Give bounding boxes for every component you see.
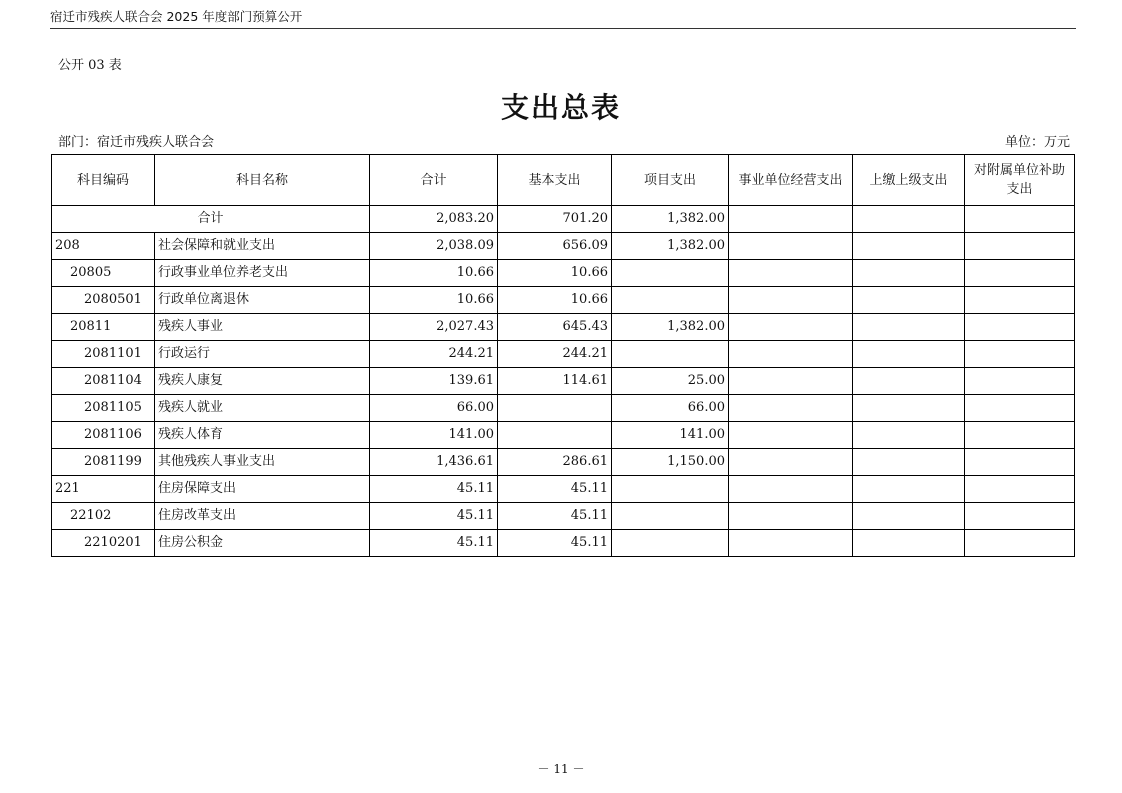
code-cell: 2081101 (52, 341, 155, 368)
basic-cell: 10.66 (498, 260, 612, 287)
total-label: 合计 (52, 206, 370, 233)
project-cell (612, 260, 729, 287)
project-cell: 1,382.00 (612, 314, 729, 341)
total-cell: 1,436.61 (370, 449, 498, 476)
name-cell: 住房保障支出 (155, 476, 370, 503)
code-cell: 221 (52, 476, 155, 503)
total-cell: 66.00 (370, 395, 498, 422)
business-cell (729, 503, 853, 530)
total-cell: 2,038.09 (370, 233, 498, 260)
subsidy-cell (965, 260, 1075, 287)
code-cell: 2081106 (52, 422, 155, 449)
total-cell: 2,083.20 (370, 206, 498, 233)
department-label: 部门：宿迁市残疾人联合会 (58, 135, 215, 150)
page-number: － 11 － (537, 762, 585, 776)
total-cell: 45.11 (370, 503, 498, 530)
code-cell: 2081199 (52, 449, 155, 476)
upper-cell (853, 287, 965, 314)
subsidy-cell (965, 341, 1075, 368)
table-row (52, 233, 1075, 260)
code-cell: 22102 (52, 503, 155, 530)
total-cell: 45.11 (370, 530, 498, 557)
table-row (52, 368, 1075, 395)
business-cell (729, 260, 853, 287)
basic-cell: 114.61 (498, 368, 612, 395)
upper-cell (853, 395, 965, 422)
business-cell (729, 341, 853, 368)
code-cell: 2081104 (52, 368, 155, 395)
basic-cell: 701.20 (498, 206, 612, 233)
basic-cell: 656.09 (498, 233, 612, 260)
total-cell: 139.61 (370, 368, 498, 395)
upper-cell (853, 233, 965, 260)
subsidy-cell (965, 287, 1075, 314)
table-row (52, 314, 1075, 341)
project-cell: 1,382.00 (612, 233, 729, 260)
code-cell: 2081105 (52, 395, 155, 422)
code-cell: 2210201 (52, 530, 155, 557)
col-header-project: 项目支出 (612, 155, 729, 206)
upper-cell (853, 260, 965, 287)
code-cell: 20811 (52, 314, 155, 341)
name-cell: 住房公积金 (155, 530, 370, 557)
name-cell: 残疾人就业 (155, 395, 370, 422)
project-cell: 1,382.00 (612, 206, 729, 233)
name-cell: 行政单位离退休 (155, 287, 370, 314)
project-cell (612, 503, 729, 530)
table-row (52, 449, 1075, 476)
business-cell (729, 206, 853, 233)
basic-cell: 645.43 (498, 314, 612, 341)
upper-cell (853, 449, 965, 476)
upper-cell (853, 368, 965, 395)
name-cell: 住房改革支出 (155, 503, 370, 530)
business-cell (729, 368, 853, 395)
col-header-total: 合计 (370, 155, 498, 206)
col-header-subsidy: 对附属单位补助支出 (965, 155, 1075, 206)
basic-cell (498, 395, 612, 422)
code-cell: 20805 (52, 260, 155, 287)
upper-cell (853, 503, 965, 530)
basic-cell: 286.61 (498, 449, 612, 476)
business-cell (729, 530, 853, 557)
name-cell: 残疾人事业 (155, 314, 370, 341)
unit-label: 单位：万元 (1004, 135, 1070, 150)
upper-cell (853, 530, 965, 557)
basic-cell: 244.21 (498, 341, 612, 368)
name-cell: 社会保障和就业支出 (155, 233, 370, 260)
basic-cell: 45.11 (498, 476, 612, 503)
subsidy-cell (965, 368, 1075, 395)
subsidy-cell (965, 422, 1075, 449)
name-cell: 残疾人体育 (155, 422, 370, 449)
project-cell (612, 287, 729, 314)
table-row (52, 395, 1075, 422)
total-cell: 2,027.43 (370, 314, 498, 341)
table-row (52, 260, 1075, 287)
table-row (52, 503, 1075, 530)
total-cell: 45.11 (370, 476, 498, 503)
total-cell: 244.21 (370, 341, 498, 368)
table-row (52, 530, 1075, 557)
code-cell: 208 (52, 233, 155, 260)
running-header: 宿迁市残疾人联合会 2025 年度部门预算公开 (50, 9, 1076, 29)
subsidy-cell (965, 206, 1075, 233)
basic-cell: 45.11 (498, 503, 612, 530)
business-cell (729, 476, 853, 503)
basic-cell: 10.66 (498, 287, 612, 314)
col-header-upper: 上缴上级支出 (853, 155, 965, 206)
subsidy-cell (965, 314, 1075, 341)
code-cell: 2080501 (52, 287, 155, 314)
col-header-name: 科目名称 (155, 155, 370, 206)
subsidy-cell (965, 449, 1075, 476)
subsidy-cell (965, 503, 1075, 530)
project-cell: 141.00 (612, 422, 729, 449)
table-row (52, 422, 1075, 449)
name-cell: 行政运行 (155, 341, 370, 368)
total-cell: 141.00 (370, 422, 498, 449)
name-cell: 残疾人康复 (155, 368, 370, 395)
upper-cell (853, 422, 965, 449)
project-cell: 1,150.00 (612, 449, 729, 476)
total-cell: 10.66 (370, 260, 498, 287)
col-header-business: 事业单位经营支出 (729, 155, 853, 206)
col-header-basic: 基本支出 (498, 155, 612, 206)
name-cell: 其他残疾人事业支出 (155, 449, 370, 476)
upper-cell (853, 314, 965, 341)
project-cell: 25.00 (612, 368, 729, 395)
subsidy-cell (965, 233, 1075, 260)
subsidy-cell (965, 395, 1075, 422)
table-row (52, 476, 1075, 503)
table-row (52, 341, 1075, 368)
upper-cell (853, 206, 965, 233)
upper-cell (853, 341, 965, 368)
business-cell (729, 233, 853, 260)
basic-cell (498, 422, 612, 449)
project-cell (612, 476, 729, 503)
business-cell (729, 449, 853, 476)
expenditure-table (51, 154, 1075, 557)
project-cell: 66.00 (612, 395, 729, 422)
total-cell: 10.66 (370, 287, 498, 314)
business-cell (729, 314, 853, 341)
table-row (52, 287, 1075, 314)
subsidy-cell (965, 530, 1075, 557)
project-cell (612, 530, 729, 557)
header-row (52, 155, 1075, 206)
project-cell (612, 341, 729, 368)
business-cell (729, 395, 853, 422)
business-cell (729, 422, 853, 449)
business-cell (729, 287, 853, 314)
total-row (52, 206, 1075, 233)
name-cell: 行政事业单位养老支出 (155, 260, 370, 287)
table-number: 公开 03 表 (58, 58, 122, 73)
upper-cell (853, 476, 965, 503)
col-header-code: 科目编码 (52, 155, 155, 206)
page-title: 支出总表 (500, 91, 621, 124)
subsidy-cell (965, 476, 1075, 503)
basic-cell: 45.11 (498, 530, 612, 557)
